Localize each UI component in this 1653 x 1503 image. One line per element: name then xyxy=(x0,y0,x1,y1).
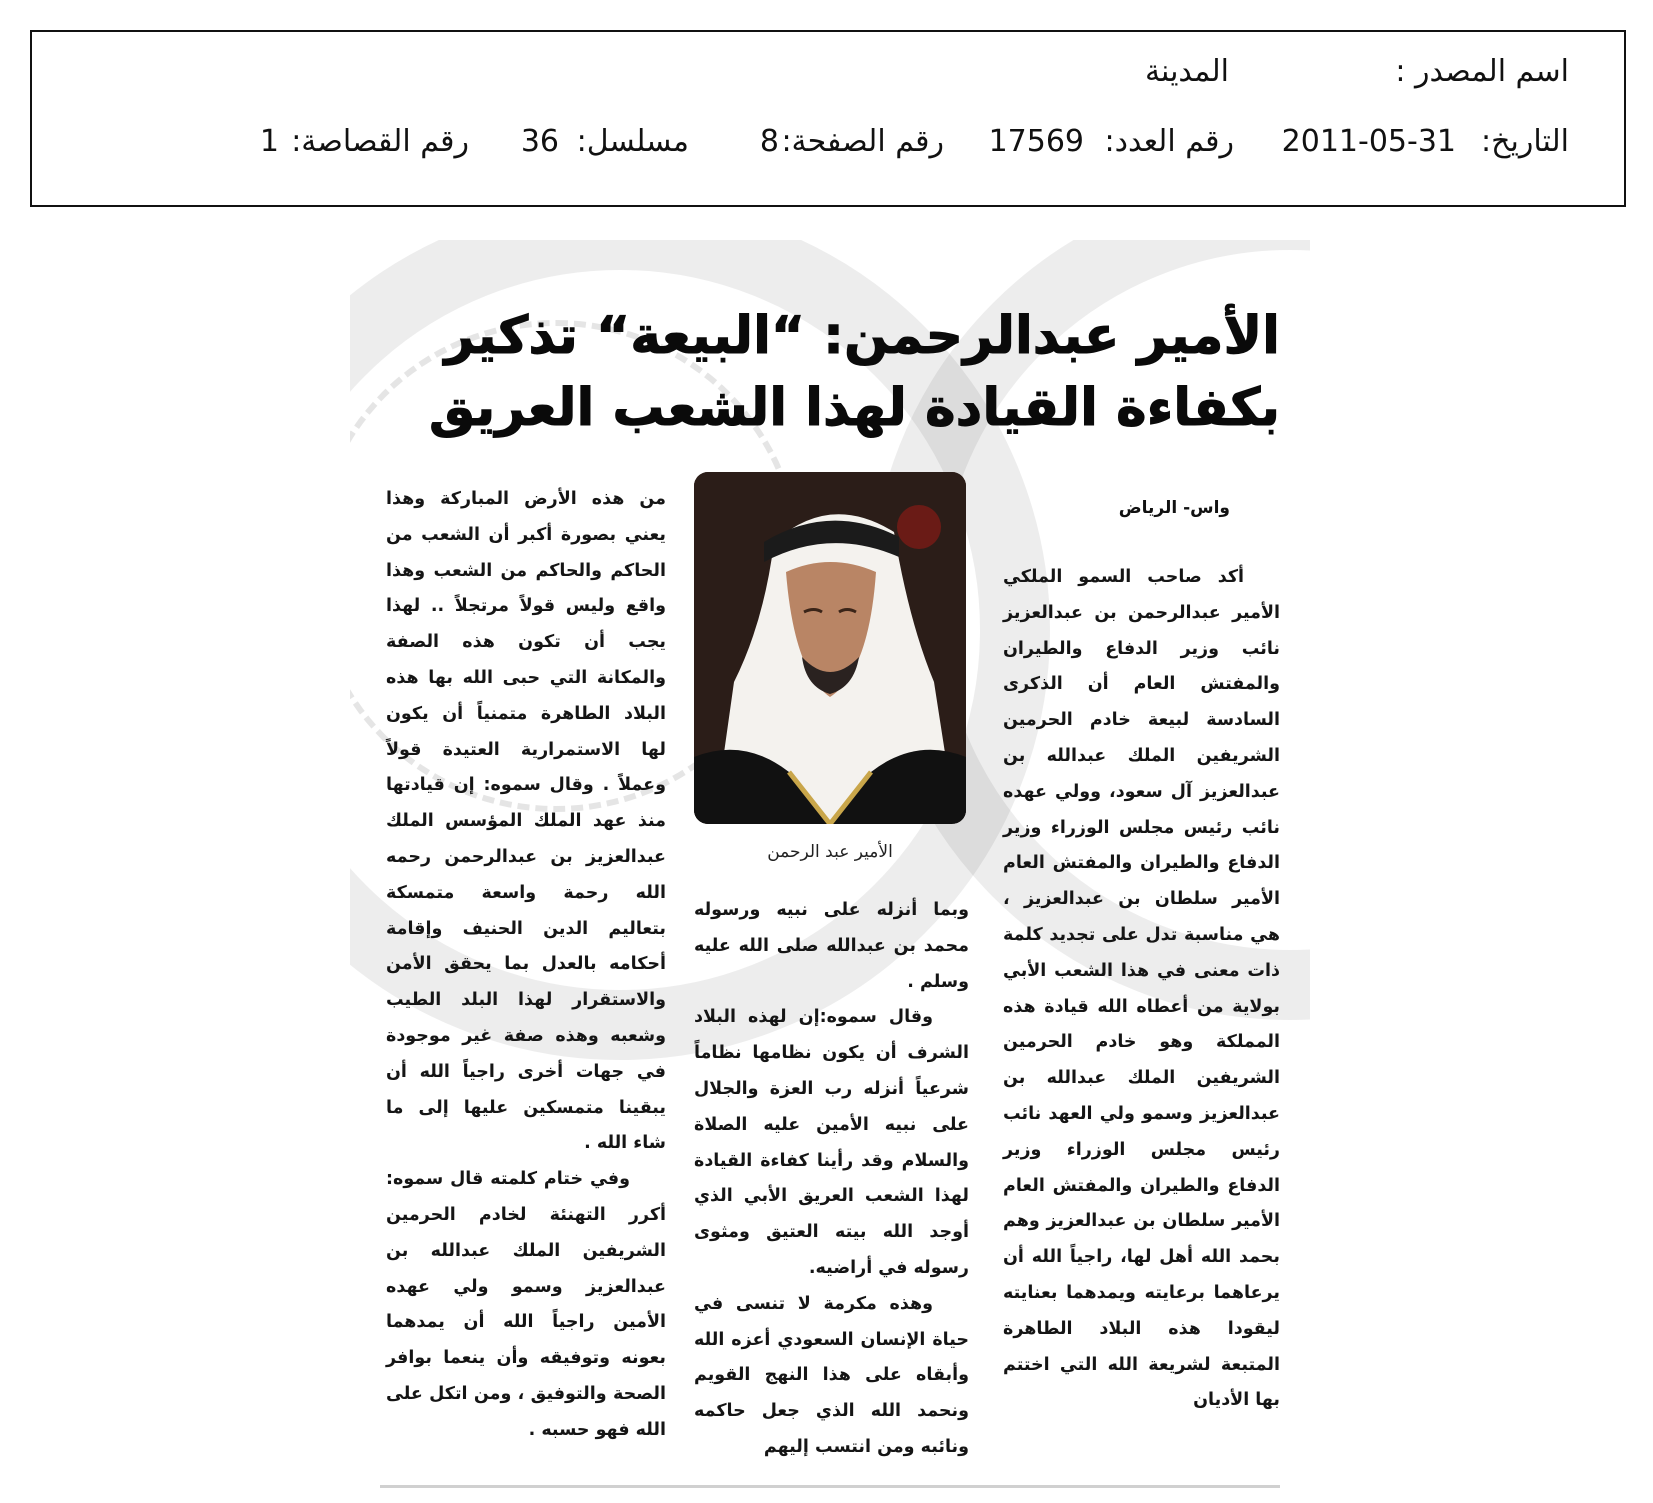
article-column-left xyxy=(386,482,666,1449)
portrait-illustration xyxy=(694,472,966,824)
date-value: 2011-05-31 xyxy=(1281,124,1456,159)
article-headline xyxy=(420,300,1280,444)
issue-label: رقم العدد: xyxy=(1104,124,1234,159)
paragraph: أكد صاحب السمو الملكي الأمير عبدالرحمن بن عبدالعزيز نائب وزير الدفاع والطيران والمفتش العام أن الذكرى السادسة لبيعة خادم الحرمين الشريفين الملك عبدالله بن عبدالعزيز آل سعود، وولي عهده نائب رئيس مجلس الوزراء وزير الدفاع والطيران والمفتش العام الأمير سلطان بن عبدالعزيز ، هي مناسبة تدل على تجديد كلمة ذات معنى في هذا الشعب الأبي بولاية من أعطاه الله قيادة هذه المملكة وهو خادم الحرمين الشريفين الملك عبدالله بن عبدالعزيز وسمو ولي العهد نائب رئيس مجلس الوزراء وزير الدفاع والطيران والمفتش العام الأمير سلطان بن عبدالعزيز وهم بحمد الله أهل لها، راجياً الله أن يرعاهما برعايته ويمدهما بعنايته ليقودا هذه البلاد الطاهرة المتبعة لشريعة الله التي اختتم بها الأديان xyxy=(1003,567,1280,1411)
article-column-right xyxy=(1003,560,1280,1419)
photo-caption: الأمير عبد الرحمن xyxy=(767,842,893,862)
dateline: واس- الرياض xyxy=(1118,498,1230,518)
bottom-divider xyxy=(380,1485,1280,1488)
source-label: اسم المصدر : xyxy=(1395,54,1569,89)
clip-value: 1 xyxy=(259,124,279,159)
paragraph: وقال سموه:إن لهذه البلاد الشرف أن يكون نظامها نظاماً شرعياً أنزله رب العزة والجلال على نبيه الأمين عليه الصلاة والسلام وقد رأينا كفاءة القيادة لهذا الشعب العريق الأبي الذي أوجد الله بيته العتيق ومثوى رسوله في أراضيه. xyxy=(694,1007,969,1278)
newspaper-clipping xyxy=(350,240,1310,1495)
page-value: 8 xyxy=(759,124,779,159)
serial-label: مسلسل: xyxy=(576,124,689,159)
paragraph: من هذه الأرض المباركة وهذا يعني بصورة أكبر أن الشعب من الحاكم والحاكم من الشعب وهذا واقع وليس قولاً مرتجلاً .. لهذا يجب أن تكون هذه الصفة والمكانة التي حبى الله بها هذه البلاد الطاهرة متمنياً أن يكون لها الاستمرارية العتيدة قولاً وعملاً . وقال سموه: إن قيادتها منذ عهد الملك المؤسس الملك عبدالعزيز بن عبدالرحمن رحمه الله رحمة واسعة متمسكة بتعاليم الدين الحنيف وإقامة أحكامه بالعدل بما يحقق الأمن والاستقرار لهذا البلد الطيب وشعبه وهذه صفة غير موجودة في جهات أخرى راجياً الله أن يبقينا متمسكين عليها إلى ما شاء الله . xyxy=(386,489,666,1154)
paragraph: وهذه مكرمة لا تنسى في حياة الإنسان السعودي أعزه الله وأبقاه على هذا النهج القويم ونحمد الله الذي جعل حاكمه ونائبه ومن انتسب إليهم xyxy=(694,1293,969,1457)
issue-value: 17569 xyxy=(988,124,1084,159)
page-label: رقم الصفحة: xyxy=(781,124,944,159)
serial-value: 36 xyxy=(520,124,559,159)
paragraph: وبما أنزله على نبيه ورسوله محمد بن عبدالله صلى الله عليه وسلم . xyxy=(694,900,969,992)
date-label: التاريخ: xyxy=(1481,124,1569,159)
source-info-box xyxy=(30,30,1626,207)
source-value: المدينة xyxy=(1144,54,1229,89)
prince-portrait-photo xyxy=(694,472,966,824)
headline-line-1: الأمير عبدالرحمن: “البيعة“ تذكير xyxy=(444,306,1280,366)
clip-label: رقم القصاصة: xyxy=(291,124,469,159)
headline-line-2: بكفاءة القيادة لهذا الشعب العريق xyxy=(428,378,1280,438)
paragraph: وفي ختام كلمته قال سموه: أكرر التهنئة لخادم الحرمين الشريفين الملك عبدالله بن عبدالعزيز وسمو ولي عهده الأمين راجياً الله أن يمدهما بعونه وتوفيقه وأن ينعما بوافر الصحة والتوفيق ، ومن اتكل على الله فهو حسبه . xyxy=(386,1169,666,1440)
article-column-middle xyxy=(694,893,969,1466)
